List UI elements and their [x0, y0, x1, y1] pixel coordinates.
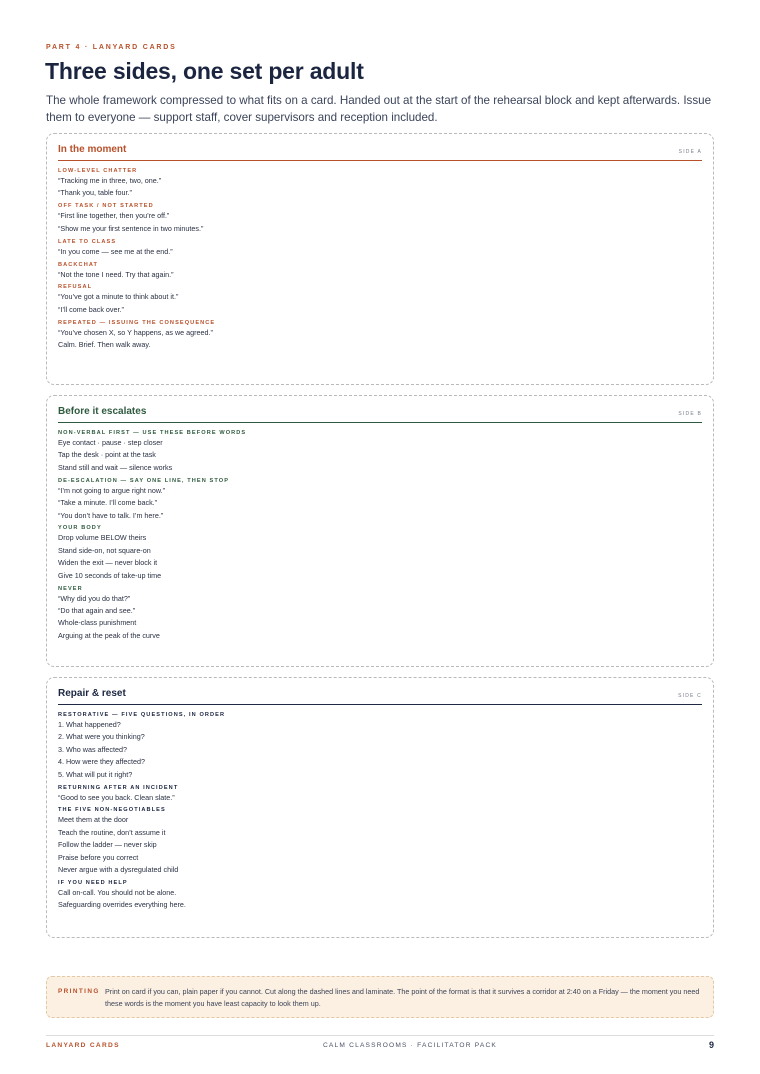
section-line: Meet them at the door — [58, 815, 129, 825]
section-heading: IF YOU NEED HELP — [58, 879, 128, 886]
section-line: 4. How were they affected? — [58, 757, 145, 767]
card-section — [58, 477, 702, 522]
card-section — [58, 238, 702, 258]
section-line: “You’ve got a minute to think about it.” — [58, 292, 179, 302]
section-line: 3. Who was affected? — [58, 744, 127, 754]
card-title: In the moment — [58, 144, 127, 155]
section-line: Praise before you correct — [58, 852, 139, 862]
section-line: Stand still and wait — silence works — [58, 462, 173, 472]
section-line: “Do that again and see.” — [58, 605, 136, 615]
section-line: “Show me your first sentence in two minutes.” — [58, 223, 204, 233]
section-line: Follow the ladder — never skip — [58, 840, 157, 850]
card-side-a — [46, 133, 714, 385]
section-line: Never argue with a dysregulated child — [58, 865, 179, 875]
callout-label: PRINTING — [58, 988, 100, 995]
section-line: Stand side-on, not square-on — [58, 545, 151, 555]
card-section — [58, 202, 702, 235]
section-heading: NEVER — [58, 585, 83, 592]
footer-section-name: LANYARD CARDS — [46, 1042, 120, 1049]
footer-divider — [46, 1035, 714, 1036]
section-line: Eye contact · pause · step closer — [58, 438, 163, 447]
card-side-b — [46, 395, 714, 667]
card-section — [58, 167, 702, 200]
page-number: 9 — [708, 1040, 714, 1050]
card-header — [58, 406, 702, 423]
card-side-label: SIDE A — [678, 149, 702, 155]
section-heading: NON-VERBAL FIRST — USE THESE BEFORE WORDS — [58, 430, 247, 436]
section-line: “Take a minute. I’ll come back.” — [58, 498, 158, 508]
section-heading: REPEATED — ISSUING THE CONSEQUENCE — [58, 319, 216, 326]
section-heading: LATE TO CLASS — [58, 238, 117, 245]
card-section — [58, 784, 702, 804]
section-line: “You’ve chosen X, so Y happens, as we agreed.” — [58, 327, 213, 337]
card-side-label: SIDE B — [678, 411, 702, 417]
card-section — [58, 319, 702, 352]
section-kicker: PART 4 · LANYARD CARDS — [46, 44, 177, 51]
page-title: Three sides, one set per adult — [45, 58, 364, 84]
card-section — [58, 429, 702, 474]
card-section — [58, 585, 702, 643]
section-heading: REFUSAL — [58, 284, 93, 291]
card-section — [58, 524, 702, 582]
section-line: Arguing at the peak of the curve — [58, 630, 160, 640]
card-title: Before it escalates — [58, 406, 147, 417]
section-line: “I’ll come back over.” — [58, 304, 124, 314]
section-line: “Good to see you back. Clean slate.” — [58, 792, 175, 802]
card-side-c — [46, 677, 714, 938]
section-heading: BACKCHAT — [58, 261, 99, 268]
card-section — [58, 806, 702, 876]
section-line: Drop volume BELOW theirs — [58, 533, 147, 543]
section-line: Widen the exit — never block it — [58, 558, 158, 568]
section-line: “Not the tone I need. Try that again.” — [58, 269, 174, 279]
section-line: 5. What will put it right? — [58, 769, 133, 779]
section-line: “I’m not going to argue right now.” — [58, 485, 166, 495]
section-line: 1. What happened? — [58, 720, 121, 729]
section-line: Give 10 seconds of take-up time — [58, 570, 162, 580]
section-line: “Tracking me in three, two, one.” — [58, 176, 162, 185]
section-line: Calm. Brief. Then walk away. — [58, 340, 151, 350]
section-line: “First line together, then you’re off.” — [58, 211, 170, 221]
card-body — [58, 167, 702, 354]
section-heading: YOUR BODY — [58, 525, 102, 532]
card-body — [58, 429, 702, 645]
section-heading: LOW-LEVEL CHATTER — [58, 168, 138, 174]
section-line: Safeguarding overrides everything here. — [58, 900, 186, 910]
card-section — [58, 261, 702, 281]
callout-text: Print on card if you can, plain paper if you cannot. Cut along the dashed lines and laminate. The point of the format is that it survives a corridor at 2:40 on a Friday — the moment you need these words is the moment you have least capacity to look them up. — [105, 987, 700, 1008]
section-heading: OFF TASK / NOT STARTED — [58, 203, 154, 210]
section-heading: RESTORATIVE — FIVE QUESTIONS, IN ORDER — [58, 712, 226, 718]
section-line: Whole-class punishment — [58, 618, 137, 628]
section-heading: DE-ESCALATION — SAY ONE LINE, THEN STOP — [58, 477, 230, 484]
card-header — [58, 688, 702, 705]
section-line: Teach the routine, don’t assume it — [58, 827, 166, 837]
section-line: 2. What were you thinking? — [58, 732, 145, 742]
section-line: Call on-call. You should not be alone. — [58, 887, 177, 897]
section-line: “You don’t have to talk. I’m here.” — [58, 510, 164, 520]
lede-paragraph: The whole framework compressed to what fits on a card. Handed out at the start of the rehearsal block and kept afterwards. Issue them to everyone — support staff, cover supervisors and reception included. — [46, 94, 712, 124]
card-title: Repair & reset — [58, 688, 126, 699]
card-section — [58, 711, 702, 781]
card-section — [58, 283, 702, 316]
printing-callout — [46, 976, 714, 1018]
section-line: “In you come — see me at the end.” — [58, 246, 173, 256]
section-line: “Why did you do that?” — [58, 593, 131, 603]
card-side-label: SIDE C — [678, 693, 702, 699]
section-heading: RETURNING AFTER AN INCIDENT — [58, 784, 179, 791]
card-body — [58, 711, 702, 914]
section-heading: THE FIVE NON-NEGOTIABLES — [58, 807, 166, 814]
section-line: “Thank you, table four.” — [58, 188, 132, 198]
card-header — [58, 144, 702, 161]
section-line: Tap the desk · point at the task — [58, 450, 156, 460]
footer-publication: CALM CLASSROOMS · FACILITATOR PACK — [322, 1042, 498, 1049]
card-section — [58, 879, 702, 912]
